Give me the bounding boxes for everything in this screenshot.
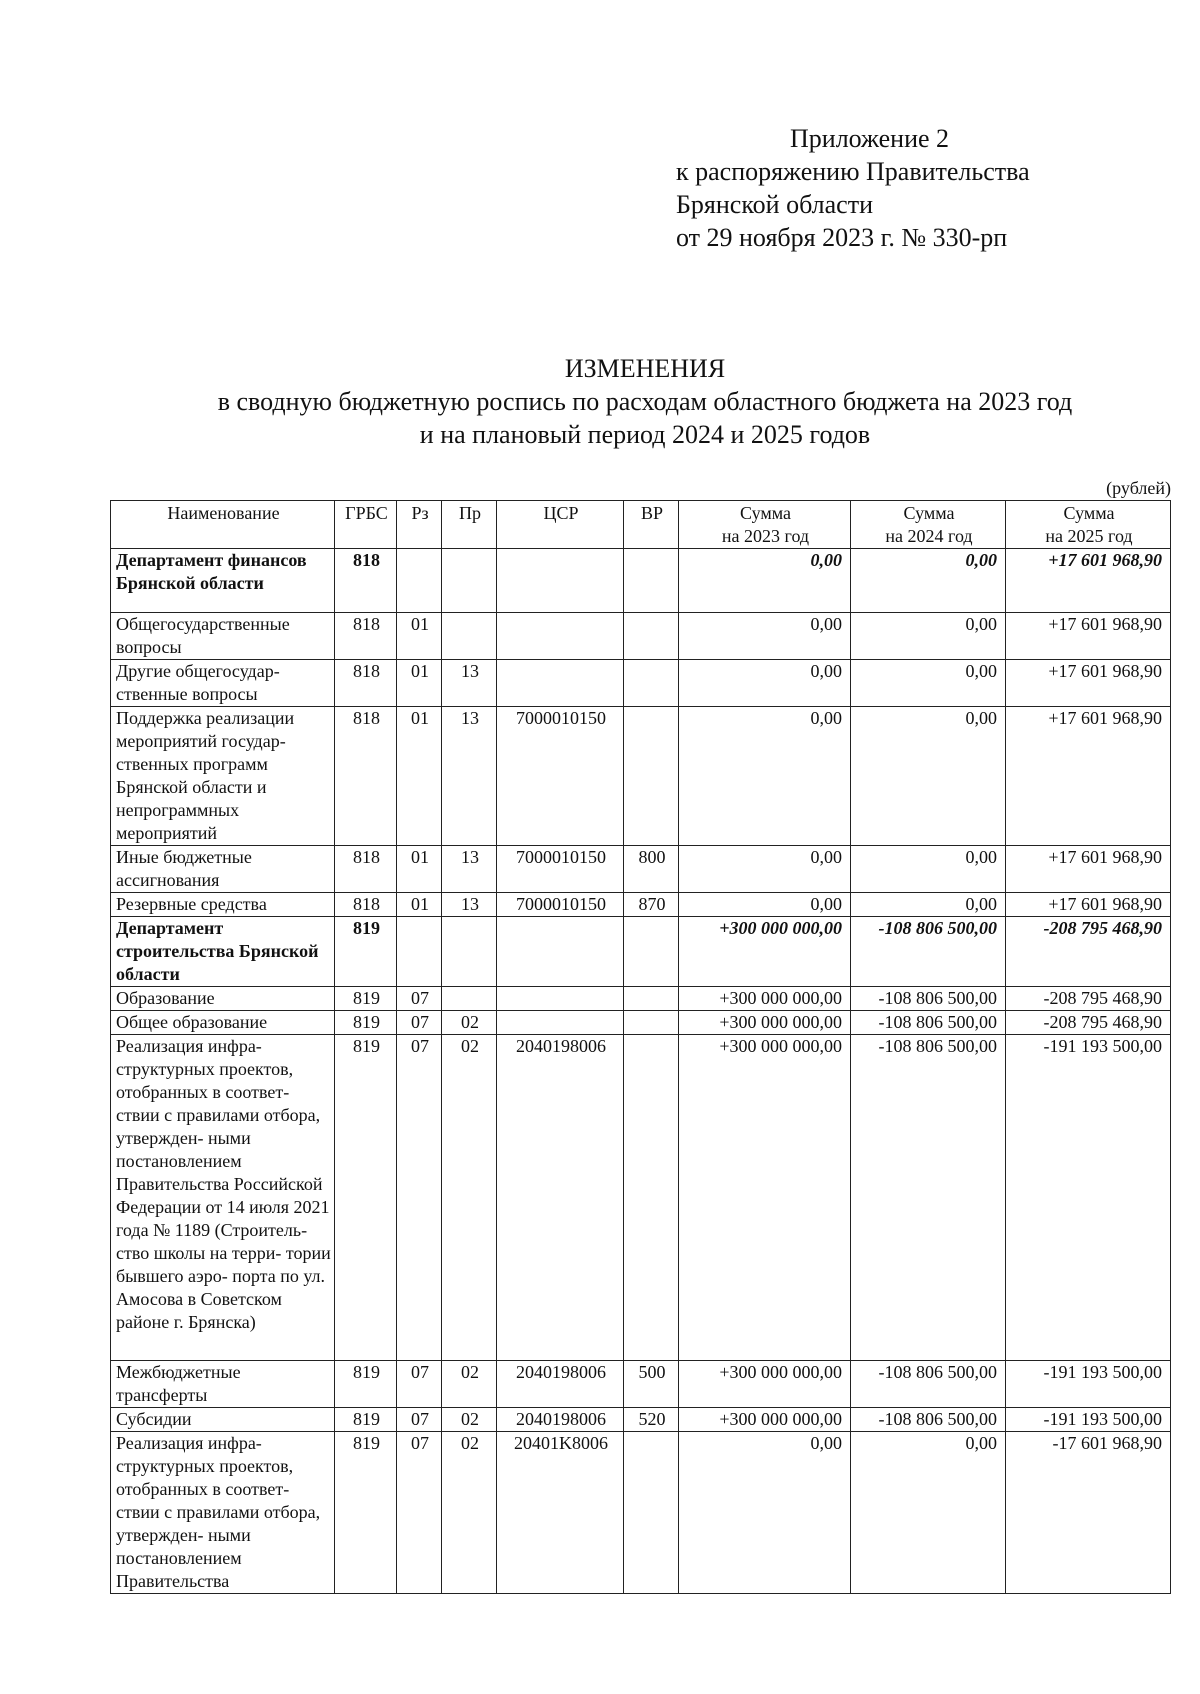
table-row	[111, 660, 1171, 707]
cell-s2023: +300 000 000,00	[679, 1035, 851, 1361]
header-pr: Пр	[442, 501, 497, 549]
cell-vr	[624, 660, 679, 707]
cell-pr: 02	[442, 1035, 497, 1361]
cell-csr	[497, 987, 624, 1011]
budget-changes-table	[110, 500, 1171, 1594]
cell-s2024: -108 806 500,00	[851, 917, 1006, 987]
cell-s2023: 0,00	[679, 613, 851, 660]
cell-name: Образование	[111, 987, 335, 1011]
cell-csr: 20401K8006	[497, 1432, 624, 1594]
cell-s2025: +17 601 968,90	[1006, 660, 1171, 707]
cell-grbs: 818	[335, 660, 397, 707]
table-row	[111, 1035, 1171, 1361]
header-vr: ВР	[624, 501, 679, 549]
cell-rz	[397, 917, 442, 987]
table-row	[111, 846, 1171, 893]
cell-pr	[442, 613, 497, 660]
cell-s2024: 0,00	[851, 846, 1006, 893]
cell-s2023: +300 000 000,00	[679, 1408, 851, 1432]
cell-vr	[624, 549, 679, 613]
cell-csr	[497, 1011, 624, 1035]
header-name: Наименование	[111, 501, 335, 549]
cell-grbs: 819	[335, 917, 397, 987]
cell-s2025: -191 193 500,00	[1006, 1408, 1171, 1432]
cell-name: Субсидии	[111, 1408, 335, 1432]
cell-vr	[624, 707, 679, 846]
header-sum-2024	[851, 501, 1006, 549]
cell-s2025: -208 795 468,90	[1006, 917, 1171, 987]
appendix-block	[676, 122, 1156, 254]
cell-vr	[624, 613, 679, 660]
table-row	[111, 1432, 1171, 1594]
cell-s2025: -208 795 468,90	[1006, 1011, 1171, 1035]
units-label: (рублей)	[1106, 478, 1171, 498]
cell-pr: 13	[442, 660, 497, 707]
cell-vr	[624, 917, 679, 987]
cell-rz: 01	[397, 660, 442, 707]
cell-rz: 07	[397, 1408, 442, 1432]
cell-vr: 520	[624, 1408, 679, 1432]
cell-s2025: -208 795 468,90	[1006, 987, 1171, 1011]
cell-rz: 01	[397, 707, 442, 846]
cell-s2023: +300 000 000,00	[679, 1361, 851, 1408]
cell-rz	[397, 549, 442, 613]
cell-csr: 2040198006	[497, 1361, 624, 1408]
header-sum-2023-line1: Сумма	[740, 503, 791, 523]
table-row	[111, 987, 1171, 1011]
cell-pr	[442, 987, 497, 1011]
cell-s2024: 0,00	[851, 549, 1006, 613]
cell-pr	[442, 917, 497, 987]
cell-csr	[497, 549, 624, 613]
cell-grbs: 819	[335, 987, 397, 1011]
cell-grbs: 818	[335, 707, 397, 846]
cell-s2025: +17 601 968,90	[1006, 846, 1171, 893]
header-csr: ЦСР	[497, 501, 624, 549]
cell-pr: 13	[442, 707, 497, 846]
cell-rz: 07	[397, 1035, 442, 1361]
table-row	[111, 1408, 1171, 1432]
cell-csr: 2040198006	[497, 1408, 624, 1432]
cell-pr: 02	[442, 1011, 497, 1035]
cell-name: Реализация инфра- структурных проектов, отобранных в соответ- ствии с правилами отбора, утвержден- ными постановлением Правительства	[111, 1432, 335, 1594]
cell-vr	[624, 1011, 679, 1035]
cell-pr: 02	[442, 1408, 497, 1432]
cell-grbs: 819	[335, 1035, 397, 1361]
cell-csr: 7000010150	[497, 846, 624, 893]
cell-rz: 07	[397, 987, 442, 1011]
cell-vr: 500	[624, 1361, 679, 1408]
cell-pr: 13	[442, 893, 497, 917]
header-sum-2025-line1: Сумма	[1063, 503, 1115, 523]
cell-s2024: -108 806 500,00	[851, 987, 1006, 1011]
cell-vr	[624, 1035, 679, 1361]
cell-grbs: 818	[335, 893, 397, 917]
cell-s2025: -191 193 500,00	[1006, 1361, 1171, 1408]
cell-grbs: 819	[335, 1408, 397, 1432]
cell-rz: 07	[397, 1011, 442, 1035]
cell-s2025: -191 193 500,00	[1006, 1035, 1171, 1361]
cell-s2025: +17 601 968,90	[1006, 549, 1171, 613]
table-row	[111, 549, 1171, 613]
cell-s2024: 0,00	[851, 707, 1006, 846]
header-sum-2025-line2: на 2025 год	[1045, 526, 1133, 546]
cell-vr	[624, 1432, 679, 1594]
cell-s2023: 0,00	[679, 1432, 851, 1594]
cell-s2024: -108 806 500,00	[851, 1361, 1006, 1408]
table-body	[111, 549, 1171, 1594]
cell-s2024: 0,00	[851, 660, 1006, 707]
cell-vr	[624, 987, 679, 1011]
cell-csr: 2040198006	[497, 1035, 624, 1361]
table-row	[111, 917, 1171, 987]
table-row	[111, 613, 1171, 660]
cell-name: Межбюджетные трансферты	[111, 1361, 335, 1408]
cell-name: Общее образование	[111, 1011, 335, 1035]
cell-name: Поддержка реализации мероприятий государ- ственных программ Брянской области и непрограммных мероприятий	[111, 707, 335, 846]
cell-s2023: 0,00	[679, 846, 851, 893]
cell-pr: 13	[442, 846, 497, 893]
cell-pr: 02	[442, 1361, 497, 1408]
appendix-date-number: от 29 ноября 2023 г. № 330-рп	[676, 223, 1008, 252]
table-row	[111, 893, 1171, 917]
table-header-row	[111, 501, 1171, 549]
cell-s2024: -108 806 500,00	[851, 1011, 1006, 1035]
document-title	[100, 352, 1190, 451]
cell-csr	[497, 613, 624, 660]
cell-name: Иные бюджетные ассигнования	[111, 846, 335, 893]
header-rz: Рз	[397, 501, 442, 549]
cell-rz: 01	[397, 893, 442, 917]
cell-rz: 07	[397, 1361, 442, 1408]
cell-csr: 7000010150	[497, 893, 624, 917]
cell-s2024: -108 806 500,00	[851, 1408, 1006, 1432]
cell-rz: 07	[397, 1432, 442, 1594]
table-row	[111, 707, 1171, 846]
cell-s2023: +300 000 000,00	[679, 987, 851, 1011]
cell-s2023: 0,00	[679, 707, 851, 846]
cell-csr	[497, 660, 624, 707]
cell-s2025: +17 601 968,90	[1006, 613, 1171, 660]
appendix-reference: к распоряжению Правительства	[676, 157, 1030, 186]
header-sum-2023-line2: на 2023 год	[721, 526, 810, 546]
header-grbs: ГРБС	[335, 501, 397, 549]
header-sum-2023	[679, 501, 851, 549]
cell-name: Департамент финансов Брянской области	[111, 549, 335, 613]
cell-pr	[442, 549, 497, 613]
table-row	[111, 1361, 1171, 1408]
cell-s2023: +300 000 000,00	[679, 917, 851, 987]
cell-grbs: 818	[335, 846, 397, 893]
cell-s2025: -17 601 968,90	[1006, 1432, 1171, 1594]
cell-s2023: 0,00	[679, 660, 851, 707]
cell-s2024: 0,00	[851, 893, 1006, 917]
cell-s2024: -108 806 500,00	[851, 1035, 1006, 1361]
title-heading: ИЗМЕНЕНИЯ	[564, 354, 726, 383]
cell-grbs: 819	[335, 1361, 397, 1408]
cell-grbs: 819	[335, 1011, 397, 1035]
cell-csr	[497, 917, 624, 987]
cell-rz: 01	[397, 846, 442, 893]
header-sum-2025	[1006, 501, 1171, 549]
cell-rz: 01	[397, 613, 442, 660]
cell-s2024: 0,00	[851, 1432, 1006, 1594]
cell-name: Другие общегосудар- ственные вопросы	[111, 660, 335, 707]
header-sum-2024-line1: Сумма	[903, 503, 955, 523]
cell-s2024: 0,00	[851, 613, 1006, 660]
cell-s2023: +300 000 000,00	[679, 1011, 851, 1035]
cell-s2023: 0,00	[679, 549, 851, 613]
cell-grbs: 818	[335, 549, 397, 613]
cell-grbs: 819	[335, 1432, 397, 1594]
title-subtitle-line1: в сводную бюджетную роспись по расходам областного бюджета на 2023 год	[217, 387, 1073, 416]
cell-pr: 02	[442, 1432, 497, 1594]
cell-name: Общегосударственные вопросы	[111, 613, 335, 660]
cell-vr: 870	[624, 893, 679, 917]
cell-name: Департамент строительства Брянской области	[111, 917, 335, 987]
cell-vr: 800	[624, 846, 679, 893]
table-row	[111, 1011, 1171, 1035]
title-subtitle-line2: и на плановый период 2024 и 2025 годов	[419, 420, 871, 449]
header-sum-2024-line2: на 2024 год	[885, 526, 973, 546]
cell-name: Реализация инфра- структурных проектов, отобранных в соответ- ствии с правилами отбора, утвержден- ными постановлением Правительства Российской Федерации от 14 июля 2021 года № 1189 (Строитель- ство школы на терри- тории бывшего аэро- порта по ул. Амосова в Советском районе г. Брянска)	[111, 1035, 335, 1361]
appendix-number: Приложение 2	[790, 124, 950, 153]
cell-s2023: 0,00	[679, 893, 851, 917]
cell-s2025: +17 601 968,90	[1006, 707, 1171, 846]
cell-name: Резервные средства	[111, 893, 335, 917]
cell-s2025: +17 601 968,90	[1006, 893, 1171, 917]
appendix-region: Брянской области	[676, 190, 873, 219]
cell-csr: 7000010150	[497, 707, 624, 846]
cell-grbs: 818	[335, 613, 397, 660]
